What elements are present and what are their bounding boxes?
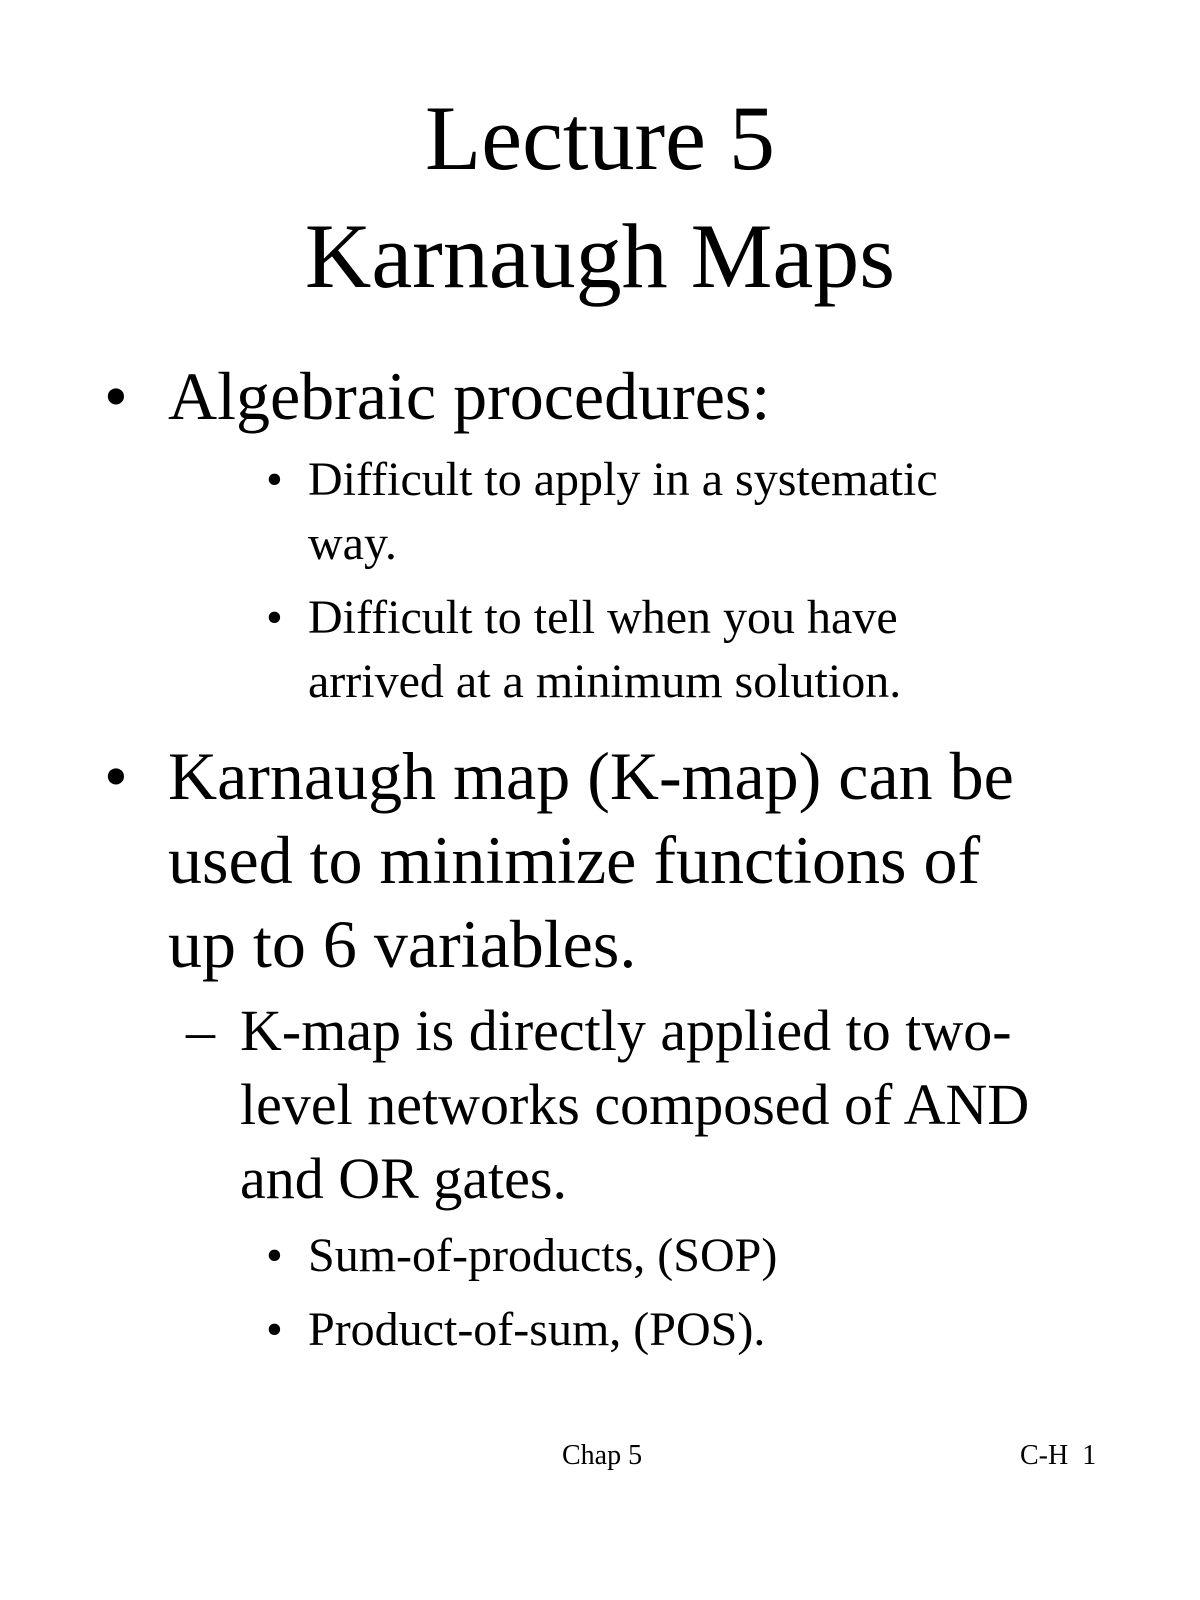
- sub-bullet-marker: •: [266, 453, 283, 506]
- slide-title-line-2: Karnaugh Maps: [304, 205, 896, 307]
- footer-page-number: C-H 1: [1020, 1440, 1097, 1471]
- sub-bullet-difficult-tell-line-1: Difficult to tell when you have: [308, 591, 898, 644]
- bullet-marker: •: [104, 738, 128, 814]
- sub-bullet-marker: •: [266, 1303, 283, 1356]
- sub-bullet-difficult-apply-line-2: way.: [308, 517, 397, 570]
- sub-bullet-marker: •: [266, 591, 283, 644]
- dash-item-line-1: K-map is directly applied to two-: [240, 998, 1012, 1063]
- footer-chapter: Chap 5: [562, 1440, 643, 1471]
- sub-bullet-difficult-apply-line-1: Difficult to apply in a systematic: [308, 453, 938, 506]
- bullet-kmap-line-2: used to minimize functions of: [168, 822, 981, 898]
- bullet-marker: •: [104, 358, 128, 434]
- bullet-kmap-line-3: up to 6 variables.: [168, 906, 637, 982]
- sub-bullet-difficult-tell-line-2: arrived at a minimum solution.: [308, 655, 902, 708]
- bullet-kmap-line-1: Karnaugh map (K-map) can be: [168, 738, 1014, 814]
- dash-marker: –: [186, 998, 215, 1063]
- dash-item-line-2: level networks composed of AND: [240, 1072, 1030, 1137]
- sub-bullet-sop: Sum-of-products, (SOP): [308, 1229, 778, 1282]
- sub-bullet-marker: •: [266, 1229, 283, 1282]
- sub-bullet-pos: Product-of-sum, (POS).: [308, 1303, 766, 1356]
- slide-title-line-1: Lecture 5: [425, 87, 775, 189]
- dash-item-line-3: and OR gates.: [240, 1146, 567, 1211]
- bullet-algebraic-procedures: Algebraic procedures:: [168, 358, 771, 434]
